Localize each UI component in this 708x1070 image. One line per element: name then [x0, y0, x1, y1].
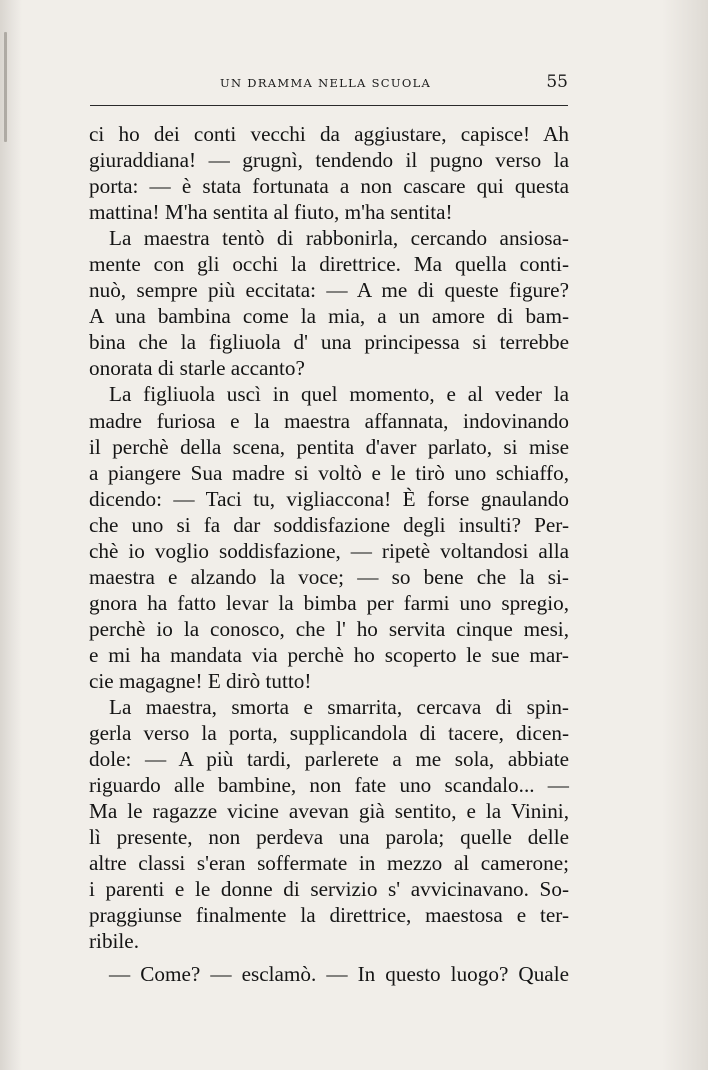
text-line: cie magagne! E dirò tutto! — [89, 668, 312, 693]
text-line: dicendo: — Taci tu, vigliaccona! È forse gnaulando — [89, 486, 569, 511]
text-line: riguardo alle bambine, non fate uno scandalo... — — [89, 773, 569, 798]
text-line: La maestra, smorta e smarrita, cercava di spin- — [109, 695, 569, 720]
text-line: mente con gli occhi la direttrice. Ma quella conti- — [89, 252, 569, 277]
text-line: maestra e alzando la voce; — so bene che la si- — [89, 564, 569, 589]
text-line: lì presente, non perdeva una parola; quelle delle — [89, 825, 569, 850]
text-line: chè io voglio soddisfazione, — ripetè voltandosi alla — [89, 538, 569, 563]
text-line: i parenti e le donne di servizio s' avvicinavano. So- — [89, 877, 569, 902]
text-line: ci ho dei conti vecchi da aggiustare, capisce! Ah — [89, 122, 569, 146]
page-number: 55 — [546, 72, 568, 92]
text-line: bina che la figliuola d' una principessa si terrebbe — [89, 330, 569, 355]
text-line: perchè io la conosco, che l' ho servita cinque mesi, — [89, 616, 569, 641]
text-line: La figliuola uscì in quel momento, e al veder la — [109, 382, 569, 407]
text-line: A una bambina come la mia, a un amore di bam- — [89, 304, 569, 329]
header-rule — [90, 105, 568, 106]
text-line: altre classi s'eran soffermate in mezzo al camerone; — [89, 851, 569, 876]
page-header — [90, 72, 568, 96]
text-line: Ma le ragazze vicine avevan già sentito, e la Vinini, — [89, 799, 569, 824]
text-line: ribile. — [89, 929, 140, 954]
text-line: dole: — A più tardi, parlerete a me sola, abbiate — [89, 747, 569, 772]
text-line: madre furiosa e la maestra affannata, indovinando — [89, 408, 569, 433]
text-line: che uno si fa dar soddisfazione degli insulti? Per- — [89, 512, 569, 537]
text-line: onorata di starle accanto? — [89, 356, 305, 381]
text-line: e mi ha mandata via perchè ho scoperto le sue mar- — [89, 642, 569, 667]
text-line: — Come? — esclamò. — In questo luogo? Quale — [109, 961, 569, 986]
text-line: La maestra tentò di rabbonirla, cercando ansiosa- — [109, 226, 569, 251]
body-text — [89, 121, 569, 987]
text-line: giuraddiana! — grugnì, tendendo il pugno verso la — [89, 148, 569, 173]
text-line: il perchè della scena, pentita d'aver parlato, si mise — [89, 434, 569, 459]
page-binding-shadow — [0, 0, 22, 1070]
text-line: gnora ha fatto levar la bimba per farmi uno spregio, — [89, 590, 569, 615]
text-line: gerla verso la porta, supplicandola di tacere, dicen- — [89, 721, 569, 746]
text-line: porta: — è stata fortunata a non cascare qui questa — [89, 174, 569, 199]
page-edge-shadow — [662, 0, 708, 1070]
text-line: mattina! M'ha sentita al fiuto, m'ha sentita! — [89, 200, 453, 225]
text-line: praggiunse finalmente la direttrice, maestosa e ter- — [89, 903, 569, 928]
binding-mark — [4, 32, 7, 142]
running-title: UN DRAMMA NELLA SCUOLA — [220, 76, 432, 90]
text-line: a piangere Sua madre si voltò e le tirò uno schiaffo, — [89, 460, 569, 485]
text-line: nuò, sempre più eccitata: — A me di queste figure? — [89, 278, 569, 303]
